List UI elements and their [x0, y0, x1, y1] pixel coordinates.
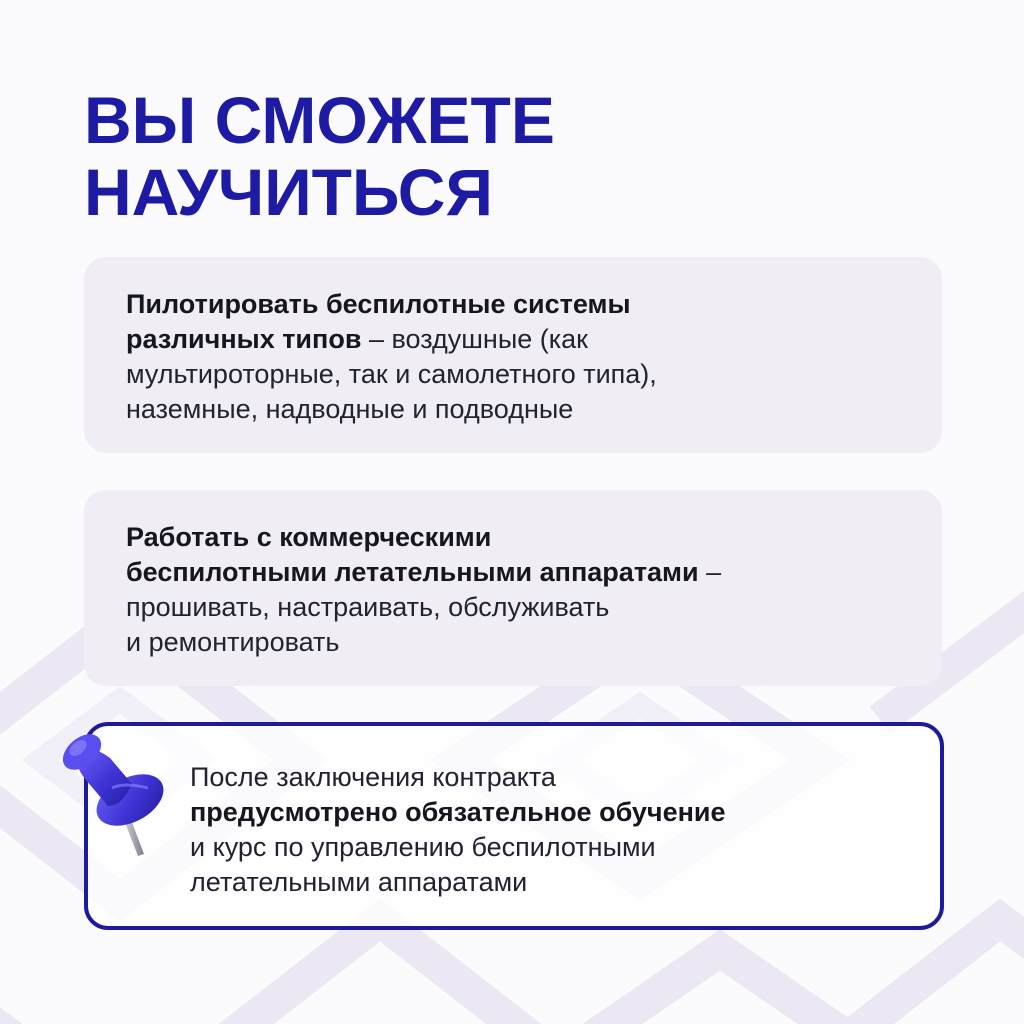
- pushpin-icon: [52, 714, 172, 864]
- skill-card-text: [126, 287, 926, 427]
- skill-card-piloting: [84, 257, 942, 453]
- note-line-4: летательными аппаратами: [190, 867, 528, 897]
- skill-card-rest-2: – воздушные (как: [361, 324, 588, 354]
- skill-card-bold-1: Пилотировать беспилотные системы: [126, 289, 631, 319]
- skill-card-bold-1: Работать с коммерческими: [126, 522, 492, 552]
- skill-card-bold-2: беспилотными летательными аппаратами: [126, 557, 699, 587]
- skill-card-commercial-uav: [84, 490, 942, 686]
- title-line-2: НАУЧИТЬСЯ: [84, 155, 493, 229]
- note-line-1: После заключения контракта: [190, 762, 556, 792]
- skill-card-line-3: мультироторные, так и самолетного типа),: [126, 359, 657, 389]
- skill-card-bold-2: различных типов: [126, 324, 362, 354]
- title-line-1: ВЫ СМОЖЕТЕ: [84, 83, 555, 157]
- page-title: [84, 84, 555, 228]
- skill-card-line-4: и ремонтировать: [126, 627, 340, 657]
- skill-card-line-4: наземные, надводные и подводные: [126, 394, 574, 424]
- training-note: [84, 722, 944, 930]
- training-note-text: [190, 760, 910, 900]
- skill-card-rest-2: –: [698, 557, 722, 587]
- skill-card-line-3: прошивать, настраивать, обслуживать: [126, 592, 610, 622]
- note-bold-line-2: предусмотрено обязательное обучение: [190, 797, 726, 827]
- skill-card-text: [126, 520, 926, 660]
- note-line-3: и курс по управлению беспилотными: [190, 832, 656, 862]
